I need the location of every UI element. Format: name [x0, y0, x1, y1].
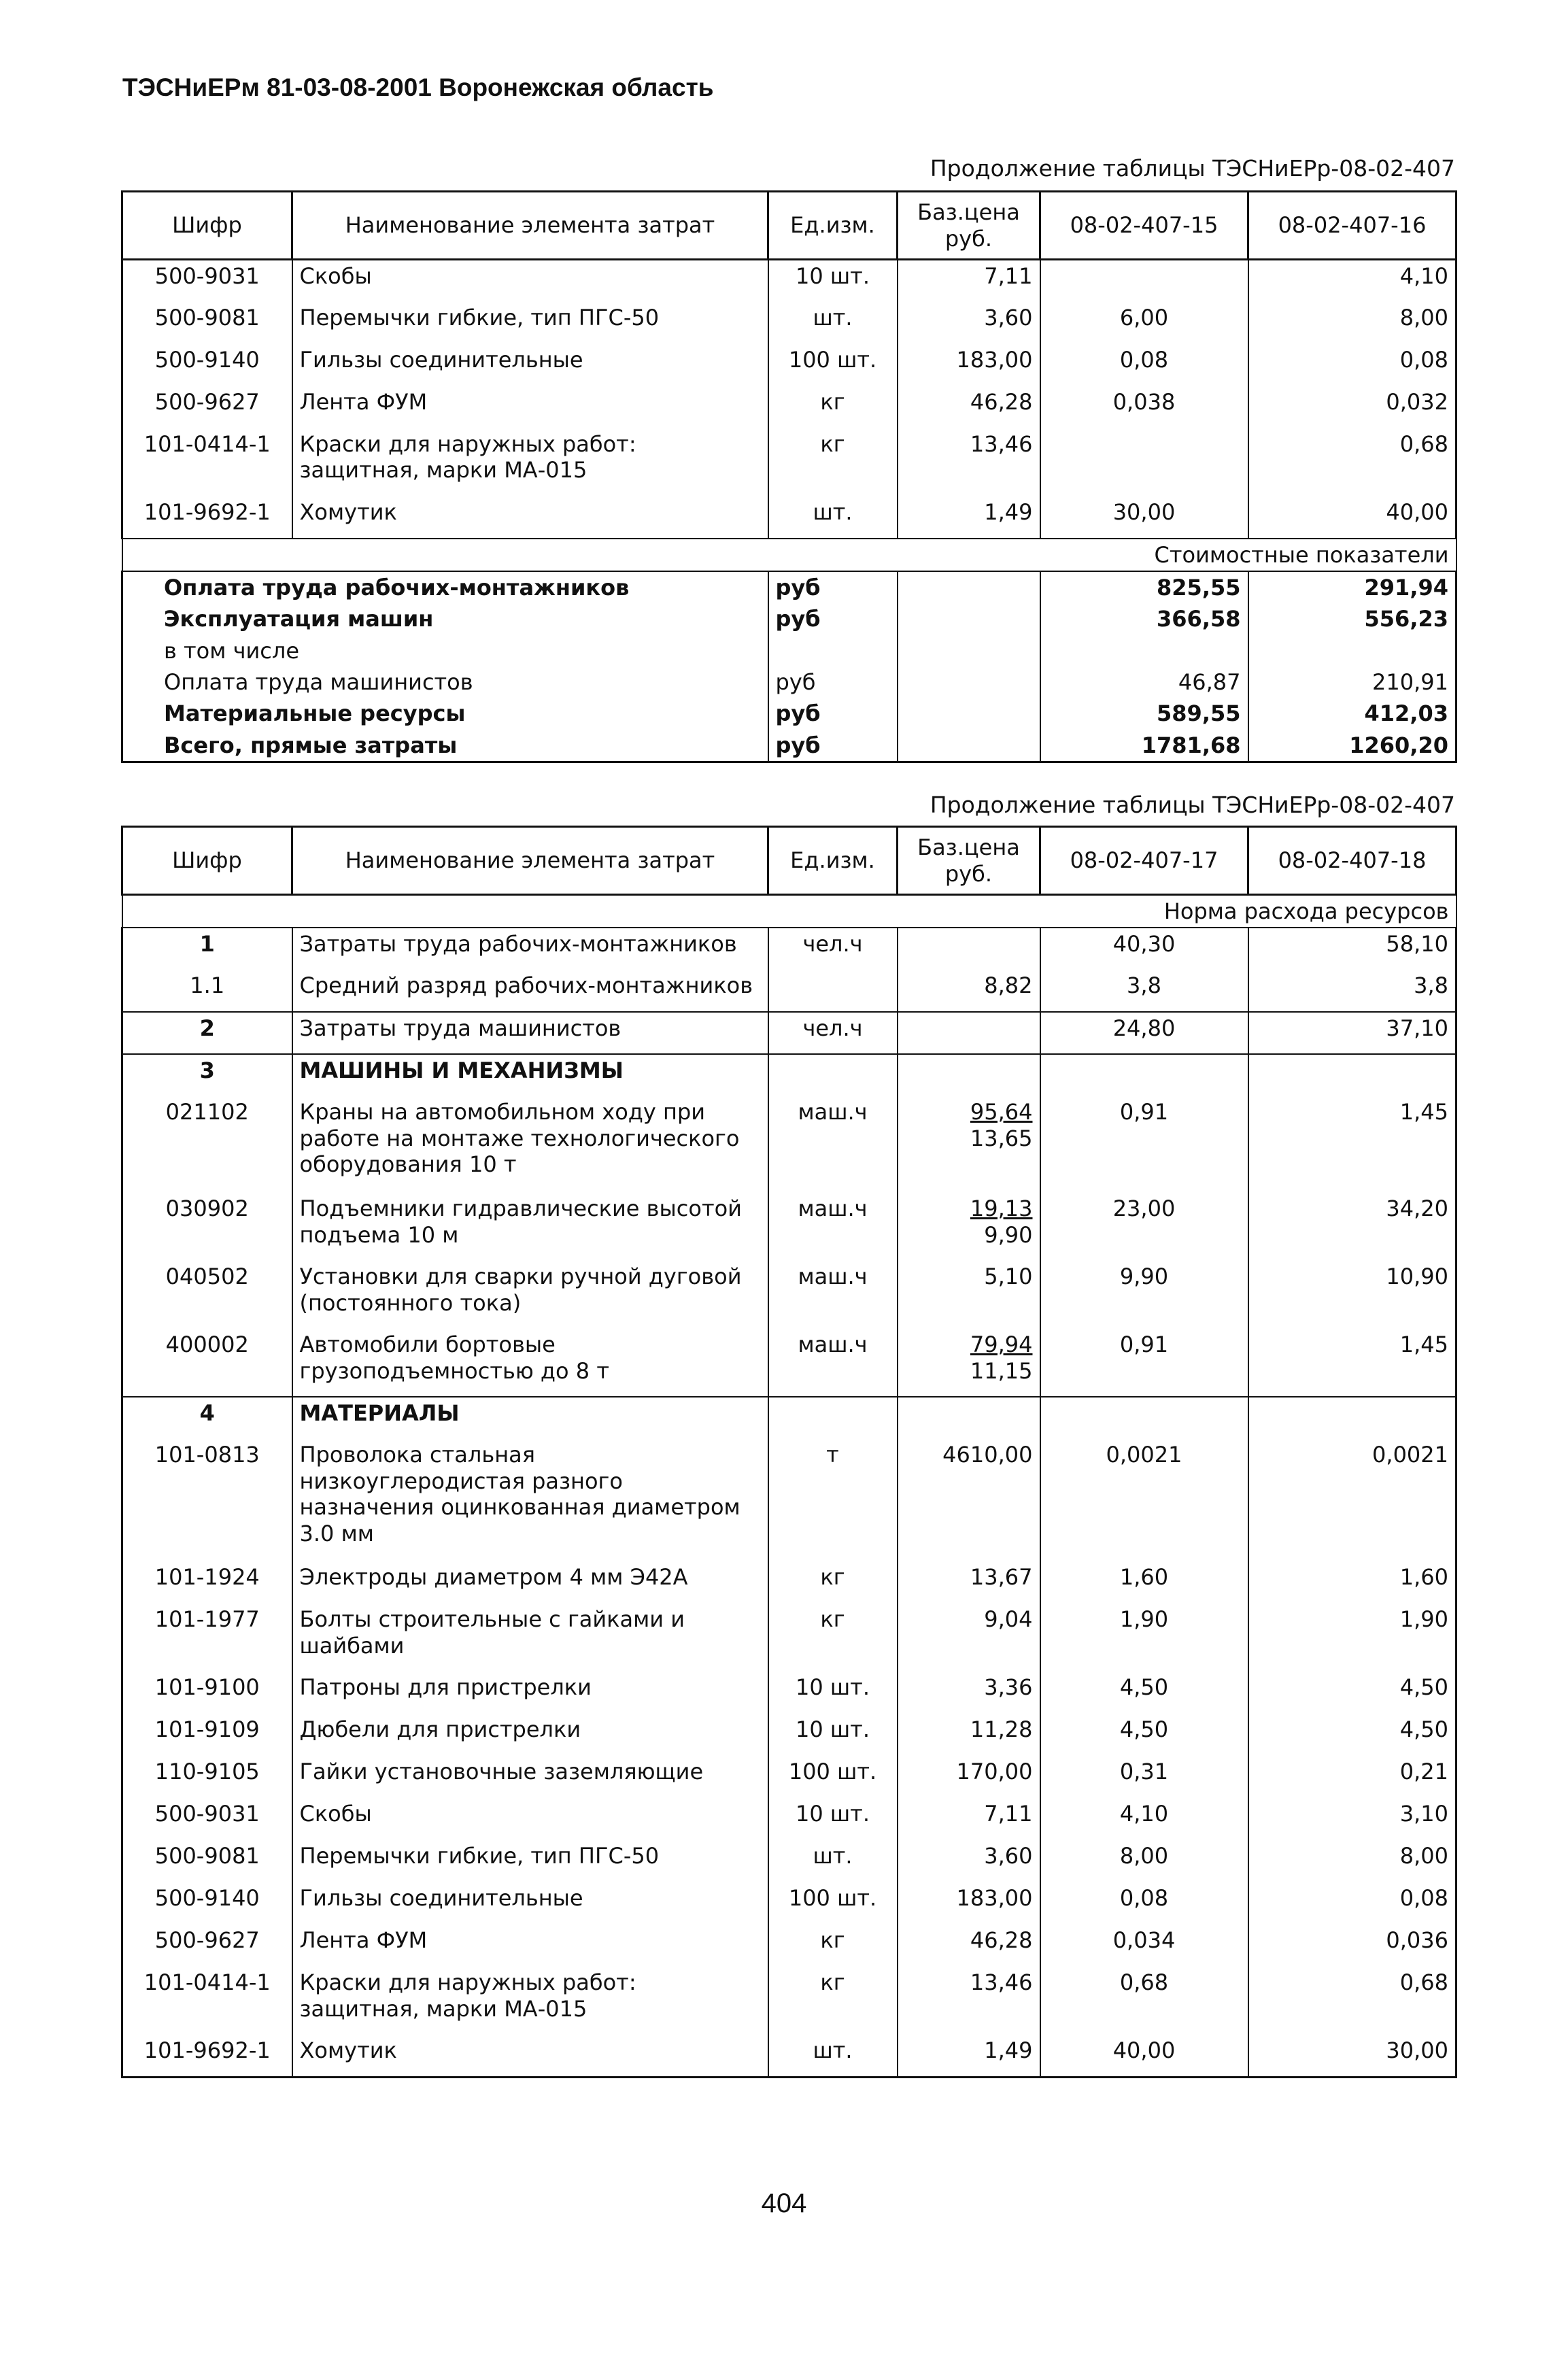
row-unit: кг	[768, 1925, 898, 1967]
table1-continuation-caption: Продолжение таблицы ТЭСНиЕРр-08-02-407	[930, 155, 1455, 182]
row-value-b: 3,8	[1248, 970, 1456, 1012]
row-value-a: 4,50	[1040, 1672, 1248, 1714]
header-col-norm-a: 08-02-407-17	[1040, 827, 1248, 895]
cost-unit: руб	[768, 666, 898, 698]
row-code: 101-9109	[122, 1714, 292, 1756]
section-row	[122, 539, 1456, 571]
row-value-a: 6,00	[1040, 302, 1248, 344]
row-price	[898, 1096, 1040, 1193]
table-row	[122, 1012, 1456, 1054]
table-row	[122, 928, 1456, 970]
cost-empty	[898, 666, 1040, 698]
row-price	[898, 1756, 1040, 1798]
table-header-row	[122, 192, 1456, 260]
row-value-a	[1040, 428, 1248, 496]
row-value-a: 0,68	[1040, 1967, 1248, 2035]
row-price	[898, 1672, 1040, 1714]
table-row	[122, 302, 1456, 344]
table-row	[122, 1397, 1456, 1439]
row-price	[898, 1439, 1040, 1561]
row-price-main: 7,11	[984, 1801, 1033, 1827]
row-code: 1	[122, 928, 292, 970]
row-value-a: 0,038	[1040, 386, 1248, 428]
row-price	[898, 1561, 1040, 1604]
row-unit: шт.	[768, 496, 898, 539]
row-name: Гайки установочные заземляющие	[292, 1756, 768, 1798]
row-price-main: 8,82	[984, 972, 1033, 999]
row-value-a: 40,00	[1040, 2035, 1248, 2077]
cost-value-a: 825,55	[1040, 571, 1248, 603]
row-name: МАШИНЫ И МЕХАНИЗМЫ	[292, 1054, 768, 1096]
row-value-a: 3,8	[1040, 970, 1248, 1012]
row-value-b: 1,60	[1248, 1561, 1456, 1604]
row-value-b: 0,68	[1248, 428, 1456, 496]
cost-unit: руб	[768, 571, 898, 603]
row-code: 4	[122, 1397, 292, 1439]
table-row	[122, 1672, 1456, 1714]
row-name: Электроды диаметром 4 мм Э42А	[292, 1561, 768, 1604]
cost-value-a	[1040, 635, 1248, 666]
row-value-b: 30,00	[1248, 2035, 1456, 2077]
row-value-a: 0,91	[1040, 1329, 1248, 1397]
row-name: Перемычки гибкие, тип ПГС-50	[292, 302, 768, 344]
row-code: 500-9081	[122, 1840, 292, 1882]
row-unit: шт.	[768, 302, 898, 344]
row-price: 13,46	[898, 428, 1040, 496]
row-unit: кг	[768, 1967, 898, 2035]
header-col-price: Баз.цена руб.	[898, 192, 1040, 260]
cost-value-b: 291,94	[1248, 571, 1456, 603]
row-value-a: 0,034	[1040, 1925, 1248, 1967]
cost-unit: руб	[768, 603, 898, 634]
row-price: 183,00	[898, 344, 1040, 386]
row-value-b: 0,036	[1248, 1925, 1456, 1967]
row-price	[898, 970, 1040, 1012]
table-row	[122, 1561, 1456, 1604]
cost-row	[122, 635, 1456, 666]
row-code: 101-0414-1	[122, 1967, 292, 2035]
row-price: 46,28	[898, 386, 1040, 428]
row-unit: т	[768, 1439, 898, 1561]
row-price-main: 95,64	[970, 1099, 1033, 1125]
row-price-main: 9,04	[984, 1606, 1033, 1633]
section-label: Норма расхода ресурсов	[122, 895, 1456, 928]
row-unit: маш.ч	[768, 1193, 898, 1261]
cost-unit	[768, 635, 898, 666]
row-value-a: 1,90	[1040, 1604, 1248, 1672]
header-col-unit: Ед.изм.	[768, 192, 898, 260]
row-price-main: 13,67	[970, 1564, 1033, 1591]
row-price-main: 1,49	[984, 2037, 1033, 2064]
row-unit: 10 шт.	[768, 1798, 898, 1840]
row-name: Лента ФУМ	[292, 386, 768, 428]
table-row	[122, 1967, 1456, 2035]
table-row	[122, 1882, 1456, 1925]
row-code: 500-9140	[122, 1882, 292, 1925]
row-name: Гильзы соединительные	[292, 1882, 768, 1925]
row-value-a: 0,91	[1040, 1096, 1248, 1193]
row-unit: маш.ч	[768, 1261, 898, 1329]
row-code: 110-9105	[122, 1756, 292, 1798]
row-name: Автомобили бортовые грузоподъемностью до 8 т	[292, 1329, 768, 1397]
row-price	[898, 1261, 1040, 1329]
row-value-b: 4,50	[1248, 1672, 1456, 1714]
table2	[121, 826, 1457, 2078]
row-name: Установки для сварки ручной дуговой (постоянного тока)	[292, 1261, 768, 1329]
row-code: 500-9031	[122, 260, 292, 302]
row-code: 101-0414-1	[122, 428, 292, 496]
table-row	[122, 496, 1456, 539]
table-row	[122, 260, 1456, 302]
row-value-a: 0,08	[1040, 344, 1248, 386]
cost-unit: руб	[768, 730, 898, 762]
cost-empty	[898, 635, 1040, 666]
table-row	[122, 1798, 1456, 1840]
row-name: Патроны для пристрелки	[292, 1672, 768, 1714]
row-price	[898, 1714, 1040, 1756]
row-code: 101-9692-1	[122, 496, 292, 539]
row-name: Краски для наружных работ: защитная, марки МА-015	[292, 428, 768, 496]
row-value-a: 0,0021	[1040, 1439, 1248, 1561]
row-price-main: 4610,00	[942, 1442, 1033, 1468]
row-price	[898, 1840, 1040, 1882]
row-value-b: 1,45	[1248, 1096, 1456, 1193]
table-row	[122, 428, 1456, 496]
row-unit: 10 шт.	[768, 260, 898, 302]
row-name: Краны на автомобильном ходу при работе на монтаже технологического оборудования 10 т	[292, 1096, 768, 1193]
table-row	[122, 1756, 1456, 1798]
row-value-b: 0,032	[1248, 386, 1456, 428]
row-value-a: 23,00	[1040, 1193, 1248, 1261]
row-value-a: 1,60	[1040, 1561, 1248, 1604]
row-value-b: 10,90	[1248, 1261, 1456, 1329]
row-name: Затраты труда рабочих-монтажников	[292, 928, 768, 970]
cost-row	[122, 571, 1456, 603]
row-price	[898, 1193, 1040, 1261]
row-name: МАТЕРИАЛЫ	[292, 1397, 768, 1439]
table-row	[122, 1096, 1456, 1193]
row-unit: маш.ч	[768, 1096, 898, 1193]
row-value-a: 0,08	[1040, 1882, 1248, 1925]
row-unit: 100 шт.	[768, 344, 898, 386]
row-price-main: 11,28	[970, 1716, 1033, 1743]
row-price: 3,60	[898, 302, 1040, 344]
row-price-secondary: 11,15	[970, 1357, 1033, 1384]
document-header: ТЭСНиЕРм 81-03-08-2001 Воронежская область	[122, 73, 714, 101]
table-row	[122, 1329, 1456, 1397]
row-name: Затраты труда машинистов	[292, 1012, 768, 1054]
row-name: Скобы	[292, 260, 768, 302]
row-price-main: 3,60	[984, 1843, 1033, 1869]
row-code: 2	[122, 1012, 292, 1054]
row-value-b: 3,10	[1248, 1798, 1456, 1840]
row-value-a	[1040, 1054, 1248, 1096]
row-code: 101-0813	[122, 1439, 292, 1561]
row-value-a	[1040, 1397, 1248, 1439]
row-price	[898, 1967, 1040, 2035]
row-code: 500-9081	[122, 302, 292, 344]
row-price-main: 3,36	[984, 1674, 1033, 1701]
row-price-secondary: 13,65	[970, 1125, 1033, 1151]
header-col-name: Наименование элемента затрат	[292, 192, 768, 260]
row-price	[898, 2035, 1040, 2077]
row-name: Проволока стальная низкоуглеродистая разного назначения оцинкованная диаметром 3.0 мм	[292, 1439, 768, 1561]
row-unit	[768, 1397, 898, 1439]
cost-value-a: 1781,68	[1040, 730, 1248, 762]
row-value-b: 0,21	[1248, 1756, 1456, 1798]
header-col-name: Наименование элемента затрат	[292, 827, 768, 895]
cost-value-b: 210,91	[1248, 666, 1456, 698]
row-code: 500-9031	[122, 1798, 292, 1840]
cost-value-a: 46,87	[1040, 666, 1248, 698]
row-value-b: 1,45	[1248, 1329, 1456, 1397]
table-row	[122, 1925, 1456, 1967]
row-price	[898, 1604, 1040, 1672]
header-col-unit: Ед.изм.	[768, 827, 898, 895]
row-unit: 10 шт.	[768, 1672, 898, 1714]
row-value-b: 0,08	[1248, 344, 1456, 386]
row-price	[898, 1012, 1040, 1054]
cost-value-a: 366,58	[1040, 603, 1248, 634]
cost-name: Оплата труда рабочих-монтажников	[122, 571, 768, 603]
row-price	[898, 928, 1040, 970]
row-price: 7,11	[898, 260, 1040, 302]
table-row	[122, 386, 1456, 428]
row-value-b: 8,00	[1248, 1840, 1456, 1882]
table-row	[122, 344, 1456, 386]
row-value-b: 40,00	[1248, 496, 1456, 539]
table2-continuation-caption: Продолжение таблицы ТЭСНиЕРр-08-02-407	[930, 792, 1455, 818]
row-price	[898, 1397, 1040, 1439]
row-unit: 10 шт.	[768, 1714, 898, 1756]
table-header-row	[122, 827, 1456, 895]
cost-value-b: 1260,20	[1248, 730, 1456, 762]
page-number: 404	[761, 2188, 807, 2218]
row-price-main: 46,28	[970, 1927, 1033, 1954]
row-value-b: 0,08	[1248, 1882, 1456, 1925]
table-row	[122, 1714, 1456, 1756]
row-value-b: 0,68	[1248, 1967, 1456, 2035]
section-label: Стоимостные показатели	[122, 539, 1456, 571]
row-value-b: 58,10	[1248, 928, 1456, 970]
row-code: 500-9627	[122, 386, 292, 428]
table-row	[122, 1054, 1456, 1096]
row-price	[898, 1925, 1040, 1967]
table-row	[122, 2035, 1456, 2077]
row-value-a: 8,00	[1040, 1840, 1248, 1882]
row-price	[898, 1882, 1040, 1925]
header-col-code: Шифр	[122, 827, 292, 895]
row-price-main: 19,13	[970, 1196, 1033, 1222]
row-unit: шт.	[768, 2035, 898, 2077]
row-name: Хомутик	[292, 2035, 768, 2077]
row-code: 101-1977	[122, 1604, 292, 1672]
row-unit: 100 шт.	[768, 1756, 898, 1798]
row-value-a: 40,30	[1040, 928, 1248, 970]
cost-row	[122, 603, 1456, 634]
row-unit: кг	[768, 428, 898, 496]
row-unit	[768, 970, 898, 1012]
row-value-a	[1040, 260, 1248, 302]
header-col-norm-b: 08-02-407-18	[1248, 827, 1456, 895]
row-price-secondary: 9,90	[984, 1221, 1033, 1248]
row-value-a: 24,80	[1040, 1012, 1248, 1054]
row-code: 500-9627	[122, 1925, 292, 1967]
row-unit: чел.ч	[768, 928, 898, 970]
row-name: Лента ФУМ	[292, 1925, 768, 1967]
row-unit	[768, 1054, 898, 1096]
table-row	[122, 1840, 1456, 1882]
header-col-norm-b: 08-02-407-16	[1248, 192, 1456, 260]
row-price	[898, 1798, 1040, 1840]
cost-value-b: 556,23	[1248, 603, 1456, 634]
cost-empty	[898, 571, 1040, 603]
row-price-main: 13,46	[970, 1969, 1033, 1996]
row-price	[898, 1329, 1040, 1397]
cost-name: Материальные ресурсы	[122, 698, 768, 729]
section-row	[122, 895, 1456, 928]
cost-empty	[898, 603, 1040, 634]
table1	[121, 190, 1457, 763]
row-name: Средний разряд рабочих-монтажников	[292, 970, 768, 1012]
cost-row	[122, 730, 1456, 762]
row-price-main: 79,94	[970, 1332, 1033, 1358]
row-code: 101-9100	[122, 1672, 292, 1714]
table-row	[122, 970, 1456, 1012]
header-col-code: Шифр	[122, 192, 292, 260]
row-name: Болты строительные с гайками и шайбами	[292, 1604, 768, 1672]
row-code: 040502	[122, 1261, 292, 1329]
cost-name: Оплата труда машинистов	[122, 666, 768, 698]
row-value-a: 0,31	[1040, 1756, 1248, 1798]
row-code: 400002	[122, 1329, 292, 1397]
row-unit: маш.ч	[768, 1329, 898, 1397]
row-name: Хомутик	[292, 496, 768, 539]
row-name: Гильзы соединительные	[292, 344, 768, 386]
row-price-main: 183,00	[956, 1885, 1033, 1912]
cost-value-b: 412,03	[1248, 698, 1456, 729]
row-value-b: 34,20	[1248, 1193, 1456, 1261]
row-value-a: 4,10	[1040, 1798, 1248, 1840]
cost-unit: руб	[768, 698, 898, 729]
row-code: 101-1924	[122, 1561, 292, 1604]
row-value-a: 9,90	[1040, 1261, 1248, 1329]
row-value-a: 4,50	[1040, 1714, 1248, 1756]
cost-empty	[898, 730, 1040, 762]
row-name: Скобы	[292, 1798, 768, 1840]
row-value-b: 0,0021	[1248, 1439, 1456, 1561]
row-unit: чел.ч	[768, 1012, 898, 1054]
cost-name: Эксплуатация машин	[122, 603, 768, 634]
row-name: Подъемники гидравлические высотой подъема 10 м	[292, 1193, 768, 1261]
row-value-a: 30,00	[1040, 496, 1248, 539]
row-name: Дюбели для пристрелки	[292, 1714, 768, 1756]
row-value-b: 8,00	[1248, 302, 1456, 344]
row-price	[898, 1054, 1040, 1096]
row-value-b: 1,90	[1248, 1604, 1456, 1672]
row-price-main: 170,00	[956, 1759, 1033, 1785]
cost-value-b	[1248, 635, 1456, 666]
row-code: 101-9692-1	[122, 2035, 292, 2077]
row-unit: шт.	[768, 1840, 898, 1882]
row-unit: кг	[768, 1604, 898, 1672]
cost-name: Всего, прямые затраты	[122, 730, 768, 762]
row-value-b: 37,10	[1248, 1012, 1456, 1054]
row-value-b	[1248, 1054, 1456, 1096]
row-code: 3	[122, 1054, 292, 1096]
cost-name: в том числе	[122, 635, 768, 666]
cost-empty	[898, 698, 1040, 729]
row-name: Краски для наружных работ: защитная, марки МА-015	[292, 1967, 768, 2035]
table-row	[122, 1193, 1456, 1261]
row-unit: кг	[768, 386, 898, 428]
row-code: 1.1	[122, 970, 292, 1012]
cost-row	[122, 666, 1456, 698]
row-name: Перемычки гибкие, тип ПГС-50	[292, 1840, 768, 1882]
row-value-b: 4,10	[1248, 260, 1456, 302]
cost-row	[122, 698, 1456, 729]
row-value-b: 4,50	[1248, 1714, 1456, 1756]
table-row	[122, 1261, 1456, 1329]
table-row	[122, 1604, 1456, 1672]
row-unit: кг	[768, 1561, 898, 1604]
cost-value-a: 589,55	[1040, 698, 1248, 729]
row-value-b	[1248, 1397, 1456, 1439]
header-col-price: Баз.цена руб.	[898, 827, 1040, 895]
row-code: 021102	[122, 1096, 292, 1193]
row-unit: 100 шт.	[768, 1882, 898, 1925]
row-code: 030902	[122, 1193, 292, 1261]
row-code: 500-9140	[122, 344, 292, 386]
header-col-norm-a: 08-02-407-15	[1040, 192, 1248, 260]
table-row	[122, 1439, 1456, 1561]
row-price: 1,49	[898, 496, 1040, 539]
row-price-main: 5,10	[984, 1264, 1033, 1290]
